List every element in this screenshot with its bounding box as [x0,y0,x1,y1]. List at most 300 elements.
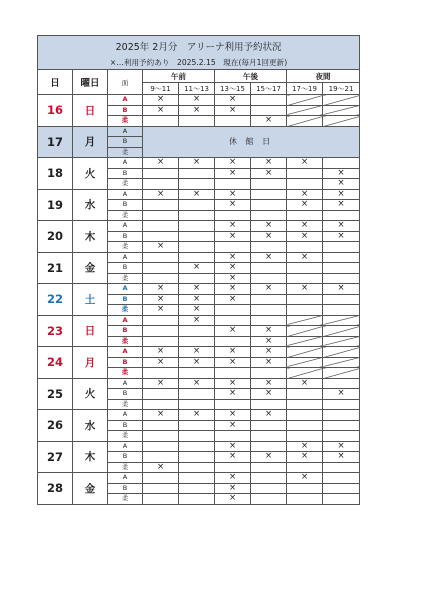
table-row [38,221,360,232]
empty-slot [251,95,287,106]
booked-mark: × [323,284,360,295]
booked-mark: × [215,378,251,389]
facility-label: 柔 [108,305,143,316]
empty-slot [215,431,251,442]
facility-label: B [108,263,143,274]
facility-label: A [108,252,143,263]
facility-label: 柔 [108,399,143,410]
empty-slot [323,410,360,421]
empty-slot [179,441,215,452]
unavailable-slot [287,336,323,347]
facility-label: A [108,221,143,232]
day-number: 18 [38,158,73,190]
unavailable-slot [323,368,360,379]
empty-slot [251,200,287,211]
facility-label: B [108,452,143,463]
empty-slot [287,294,323,305]
empty-slot [323,210,360,221]
table-row [38,473,360,484]
booked-mark: × [215,357,251,368]
booked-mark: × [323,189,360,200]
booked-mark: × [215,347,251,358]
unavailable-slot [323,326,360,337]
weekday-label: 火 [73,378,108,410]
empty-slot [323,294,360,305]
empty-slot [287,399,323,410]
booked-mark: × [215,252,251,263]
booked-mark: × [215,326,251,337]
table-row [38,95,360,106]
booked-mark: × [251,378,287,389]
booked-mark: × [143,357,179,368]
booked-mark: × [215,158,251,169]
empty-slot [179,368,215,379]
booked-mark: × [215,95,251,106]
booked-mark: × [215,189,251,200]
booked-mark: × [251,231,287,242]
empty-slot [179,483,215,494]
booked-mark: × [215,441,251,452]
facility-label: B [108,357,143,368]
empty-slot [143,336,179,347]
weekday-label: 金 [73,252,108,284]
facility-label: A [108,284,143,295]
facility-label: A [108,378,143,389]
booked-mark: × [215,294,251,305]
empty-slot [287,462,323,473]
day-number: 27 [38,441,73,473]
day-number: 28 [38,473,73,505]
booked-mark: × [323,389,360,400]
booked-mark: × [251,357,287,368]
empty-slot [179,473,215,484]
header-slot: 13～15 [215,83,251,95]
empty-slot [143,483,179,494]
empty-slot [179,452,215,463]
weekday-label: 日 [73,95,108,127]
booked-mark: × [287,378,323,389]
facility-label: 柔 [108,242,143,253]
booked-mark: × [179,95,215,106]
empty-slot [251,431,287,442]
empty-slot [179,231,215,242]
empty-slot [215,336,251,347]
empty-slot [179,431,215,442]
booked-mark: × [215,473,251,484]
empty-slot [287,410,323,421]
empty-slot [251,315,287,326]
booked-mark: × [287,200,323,211]
booked-mark: × [287,231,323,242]
booked-mark: × [287,189,323,200]
empty-slot [179,179,215,190]
empty-slot [179,252,215,263]
empty-slot [251,399,287,410]
table-row [38,410,360,421]
booked-mark: × [215,200,251,211]
booked-mark: × [179,410,215,421]
empty-slot [179,168,215,179]
empty-slot [251,305,287,316]
empty-slot [323,494,360,505]
booked-mark: × [143,347,179,358]
weekday-label: 日 [73,315,108,347]
booked-mark: × [179,158,215,169]
booked-mark: × [323,179,360,190]
booked-mark: × [179,357,215,368]
empty-slot [251,462,287,473]
booked-mark: × [323,231,360,242]
empty-slot [215,305,251,316]
unavailable-slot [323,315,360,326]
header-slot: 11～13 [179,83,215,95]
facility-label: B [108,420,143,431]
unavailable-slot [287,116,323,127]
booked-mark: × [323,221,360,232]
booked-mark: × [179,378,215,389]
empty-slot [215,315,251,326]
empty-slot [143,179,179,190]
weekday-label: 木 [73,221,108,253]
booked-mark: × [251,389,287,400]
unavailable-slot [323,95,360,106]
booked-mark: × [251,221,287,232]
booked-mark: × [179,189,215,200]
table-row [38,189,360,200]
empty-slot [287,494,323,505]
empty-slot [287,273,323,284]
booked-mark: × [215,410,251,421]
weekday-label: 水 [73,410,108,442]
booked-mark: × [323,168,360,179]
empty-slot [323,473,360,484]
day-number: 25 [38,378,73,410]
empty-slot [287,242,323,253]
facility-label: A [108,441,143,452]
booked-mark: × [287,221,323,232]
day-number: 26 [38,410,73,442]
booked-mark: × [251,410,287,421]
empty-slot [251,368,287,379]
weekday-label: 水 [73,189,108,221]
empty-slot [287,210,323,221]
page-title: 2025年 2月分 アリーナ利用予約状況 [38,36,360,56]
header-slot: 17～19 [287,83,323,95]
empty-slot [143,399,179,410]
header-group-night: 夜間 [287,70,360,83]
facility-label: B [108,105,143,116]
facility-label: 柔 [108,179,143,190]
header-group-afternoon: 午後 [215,70,287,83]
empty-slot [251,189,287,200]
booked-mark: × [287,158,323,169]
empty-slot [143,494,179,505]
booked-mark: × [179,263,215,274]
empty-slot [287,431,323,442]
facility-label: A [108,347,143,358]
booked-mark: × [251,168,287,179]
booked-mark: × [287,473,323,484]
day-number: 24 [38,347,73,379]
header-slot: 15～17 [251,83,287,95]
day-number: 17 [38,126,73,158]
facility-label: 柔 [108,336,143,347]
facility-label: A [108,410,143,421]
empty-slot [179,420,215,431]
empty-slot [251,473,287,484]
day-number: 19 [38,189,73,221]
empty-slot [251,242,287,253]
booked-mark: × [179,105,215,116]
booked-mark: × [287,252,323,263]
booked-mark: × [179,294,215,305]
empty-slot [251,105,287,116]
header-weekday: 曜日 [73,70,108,95]
table-row [38,252,360,263]
empty-slot [143,389,179,400]
booked-mark: × [143,410,179,421]
booked-mark: × [287,441,323,452]
empty-slot [215,242,251,253]
empty-slot [251,494,287,505]
facility-label: B [108,294,143,305]
booked-mark: × [215,168,251,179]
table-row [38,158,360,169]
day-number: 16 [38,95,73,127]
booked-mark: × [251,347,287,358]
page-subtitle: ×…利用予約あり 2025.2.15 現在(毎月1回更新) [38,55,360,70]
empty-slot [251,441,287,452]
booked-mark: × [215,483,251,494]
header-slot: 19～21 [323,83,360,95]
facility-label: 柔 [108,147,143,158]
booked-mark: × [215,105,251,116]
facility-label: B [108,231,143,242]
unavailable-slot [323,336,360,347]
booked-mark: × [143,294,179,305]
booked-mark: × [143,242,179,253]
empty-slot [179,326,215,337]
facility-label: B [108,389,143,400]
empty-slot [143,431,179,442]
empty-slot [179,336,215,347]
header-slot: 9～11 [143,83,179,95]
facility-label: 柔 [108,462,143,473]
weekday-label: 金 [73,473,108,505]
booked-mark: × [215,263,251,274]
booked-mark: × [323,200,360,211]
booked-mark: × [215,494,251,505]
booked-mark: × [251,284,287,295]
unavailable-slot [287,357,323,368]
day-number: 20 [38,221,73,253]
booked-mark: × [215,284,251,295]
booked-mark: × [323,441,360,452]
empty-slot [287,483,323,494]
booked-mark: × [143,158,179,169]
unavailable-slot [323,357,360,368]
facility-label: A [108,95,143,106]
booked-mark: × [143,462,179,473]
booked-mark: × [251,326,287,337]
unavailable-slot [287,347,323,358]
booked-mark: × [251,116,287,127]
facility-label: 柔 [108,273,143,284]
empty-slot [179,462,215,473]
booking-table [37,35,360,505]
facility-label: 柔 [108,431,143,442]
weekday-label: 月 [73,126,108,158]
empty-slot [143,221,179,232]
empty-slot [323,462,360,473]
empty-slot [287,263,323,274]
empty-slot [143,273,179,284]
header-facility: 面 [108,70,143,95]
empty-slot [179,221,215,232]
facility-label: B [108,483,143,494]
empty-slot [287,179,323,190]
unavailable-slot [287,95,323,106]
empty-slot [323,305,360,316]
day-number: 21 [38,252,73,284]
booked-mark: × [143,378,179,389]
booked-mark: × [179,284,215,295]
facility-label: 柔 [108,116,143,127]
empty-slot [287,420,323,431]
booked-mark: × [143,105,179,116]
empty-slot [179,389,215,400]
empty-slot [323,252,360,263]
empty-slot [179,116,215,127]
empty-slot [251,294,287,305]
table-row [38,441,360,452]
facility-label: A [108,126,143,137]
booked-mark: × [287,284,323,295]
facility-label: A [108,315,143,326]
facility-label: B [108,137,143,148]
empty-slot [143,315,179,326]
unavailable-slot [323,347,360,358]
empty-slot [323,273,360,284]
empty-slot [143,210,179,221]
empty-slot [323,399,360,410]
facility-label: A [108,189,143,200]
booked-mark: × [323,452,360,463]
empty-slot [143,420,179,431]
empty-slot [287,389,323,400]
facility-label: A [108,158,143,169]
booked-mark: × [143,305,179,316]
booked-mark: × [179,347,215,358]
facility-label: 柔 [108,494,143,505]
booked-mark: × [251,336,287,347]
unavailable-slot [323,116,360,127]
unavailable-slot [287,105,323,116]
empty-slot [143,326,179,337]
empty-slot [179,273,215,284]
facility-label: B [108,200,143,211]
empty-slot [323,378,360,389]
empty-slot [251,273,287,284]
empty-slot [251,210,287,221]
empty-slot [215,116,251,127]
closed-day-label: 休 館 日 [143,126,360,158]
table-row [38,315,360,326]
facility-label: B [108,168,143,179]
empty-slot [323,420,360,431]
empty-slot [143,252,179,263]
empty-slot [251,179,287,190]
facility-label: A [108,473,143,484]
booked-mark: × [179,315,215,326]
booked-mark: × [215,389,251,400]
booked-mark: × [143,95,179,106]
day-number: 22 [38,284,73,316]
empty-slot [323,263,360,274]
booked-mark: × [287,452,323,463]
booked-mark: × [215,273,251,284]
day-number: 23 [38,315,73,347]
empty-slot [251,420,287,431]
empty-slot [143,263,179,274]
header-group-morning: 午前 [143,70,215,83]
empty-slot [179,242,215,253]
empty-slot [179,494,215,505]
empty-slot [179,399,215,410]
empty-slot [143,168,179,179]
booked-mark: × [143,284,179,295]
empty-slot [143,368,179,379]
weekday-label: 木 [73,441,108,473]
header-day: 日 [38,70,73,95]
unavailable-slot [323,105,360,116]
booked-mark: × [143,189,179,200]
empty-slot [287,168,323,179]
table-row [38,347,360,358]
empty-slot [251,263,287,274]
empty-slot [323,242,360,253]
booked-mark: × [251,252,287,263]
booked-mark: × [215,221,251,232]
booked-mark: × [215,420,251,431]
unavailable-slot [287,368,323,379]
unavailable-slot [287,315,323,326]
weekday-label: 月 [73,347,108,379]
booked-mark: × [215,231,251,242]
booked-mark: × [251,158,287,169]
booked-mark: × [251,452,287,463]
empty-slot [323,431,360,442]
table-row [38,378,360,389]
facility-label: 柔 [108,368,143,379]
empty-slot [179,200,215,211]
empty-slot [215,399,251,410]
empty-slot [215,462,251,473]
empty-slot [215,368,251,379]
weekday-label: 火 [73,158,108,190]
empty-slot [143,441,179,452]
empty-slot [143,200,179,211]
unavailable-slot [287,326,323,337]
empty-slot [323,483,360,494]
empty-slot [215,210,251,221]
empty-slot [251,483,287,494]
facility-label: B [108,326,143,337]
weekday-label: 土 [73,284,108,316]
empty-slot [143,231,179,242]
booking-sheet [37,35,359,505]
empty-slot [323,158,360,169]
